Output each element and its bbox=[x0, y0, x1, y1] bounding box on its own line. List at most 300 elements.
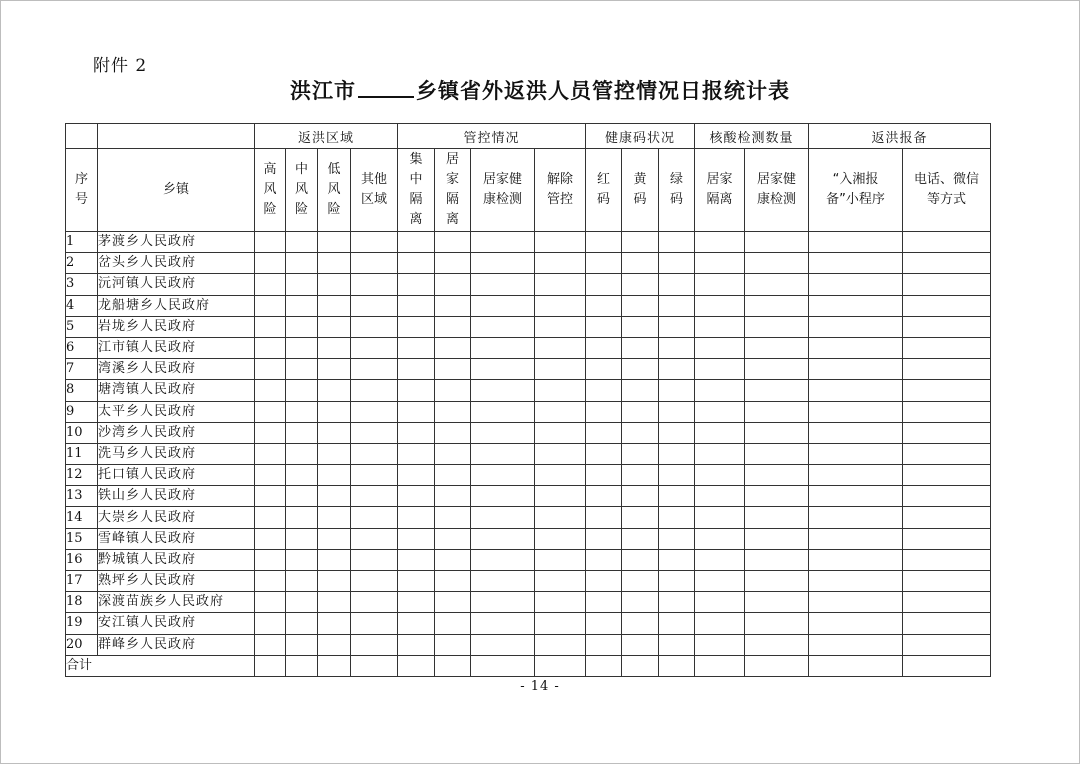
table-cell[interactable] bbox=[286, 507, 318, 528]
table-cell[interactable] bbox=[471, 380, 535, 401]
table-cell[interactable] bbox=[255, 592, 286, 613]
table-cell[interactable] bbox=[286, 528, 318, 549]
table-cell[interactable] bbox=[695, 571, 745, 592]
table-cell[interactable] bbox=[318, 359, 351, 380]
table-cell[interactable] bbox=[659, 274, 695, 295]
table-cell[interactable] bbox=[586, 401, 622, 422]
table-cell[interactable] bbox=[809, 571, 903, 592]
table-cell[interactable] bbox=[255, 380, 286, 401]
table-cell[interactable] bbox=[695, 486, 745, 507]
table-cell[interactable] bbox=[903, 443, 991, 464]
table-cell[interactable] bbox=[435, 528, 471, 549]
table-cell[interactable] bbox=[471, 571, 535, 592]
table-cell[interactable] bbox=[398, 337, 435, 358]
table-cell[interactable] bbox=[255, 571, 286, 592]
table-cell[interactable] bbox=[398, 655, 435, 676]
table-cell[interactable] bbox=[435, 380, 471, 401]
table-cell[interactable] bbox=[318, 613, 351, 634]
table-cell[interactable] bbox=[398, 613, 435, 634]
table-cell[interactable] bbox=[622, 465, 659, 486]
table-cell[interactable] bbox=[535, 486, 586, 507]
table-cell[interactable] bbox=[622, 613, 659, 634]
table-cell[interactable] bbox=[318, 655, 351, 676]
table-cell[interactable] bbox=[351, 486, 398, 507]
table-cell[interactable] bbox=[659, 486, 695, 507]
table-cell[interactable] bbox=[745, 507, 809, 528]
table-cell[interactable] bbox=[903, 274, 991, 295]
table-cell[interactable] bbox=[435, 571, 471, 592]
table-cell[interactable] bbox=[586, 613, 622, 634]
table-cell[interactable] bbox=[586, 316, 622, 337]
table-cell[interactable] bbox=[622, 486, 659, 507]
table-cell[interactable] bbox=[903, 486, 991, 507]
table-cell[interactable] bbox=[659, 613, 695, 634]
table-cell[interactable] bbox=[809, 401, 903, 422]
table-cell[interactable] bbox=[622, 655, 659, 676]
table-cell[interactable] bbox=[535, 571, 586, 592]
table-cell[interactable] bbox=[903, 253, 991, 274]
table-cell[interactable] bbox=[286, 592, 318, 613]
table-cell[interactable] bbox=[745, 401, 809, 422]
table-cell[interactable] bbox=[398, 359, 435, 380]
table-cell[interactable] bbox=[471, 359, 535, 380]
table-cell[interactable] bbox=[435, 507, 471, 528]
table-cell[interactable] bbox=[745, 337, 809, 358]
table-cell[interactable] bbox=[695, 465, 745, 486]
table-cell[interactable] bbox=[286, 316, 318, 337]
table-cell[interactable] bbox=[659, 592, 695, 613]
table-cell[interactable] bbox=[351, 592, 398, 613]
table-cell[interactable] bbox=[471, 486, 535, 507]
table-cell[interactable] bbox=[255, 507, 286, 528]
table-cell[interactable] bbox=[903, 655, 991, 676]
table-cell[interactable] bbox=[695, 337, 745, 358]
table-cell[interactable] bbox=[695, 422, 745, 443]
table-cell[interactable] bbox=[809, 613, 903, 634]
table-cell[interactable] bbox=[809, 592, 903, 613]
table-cell[interactable] bbox=[435, 486, 471, 507]
table-cell[interactable] bbox=[255, 549, 286, 570]
table-cell[interactable] bbox=[586, 465, 622, 486]
table-cell[interactable] bbox=[471, 465, 535, 486]
table-cell[interactable] bbox=[903, 571, 991, 592]
table-cell[interactable] bbox=[398, 486, 435, 507]
table-cell[interactable] bbox=[351, 465, 398, 486]
table-cell[interactable] bbox=[471, 507, 535, 528]
table-cell[interactable] bbox=[318, 507, 351, 528]
table-cell[interactable] bbox=[471, 401, 535, 422]
table-cell[interactable] bbox=[745, 253, 809, 274]
table-cell[interactable] bbox=[351, 401, 398, 422]
table-cell[interactable] bbox=[809, 316, 903, 337]
table-cell[interactable] bbox=[659, 507, 695, 528]
table-cell[interactable] bbox=[695, 549, 745, 570]
table-cell[interactable] bbox=[255, 316, 286, 337]
table-cell[interactable] bbox=[318, 486, 351, 507]
table-cell[interactable] bbox=[286, 443, 318, 464]
table-cell[interactable] bbox=[659, 571, 695, 592]
table-cell[interactable] bbox=[255, 337, 286, 358]
table-cell[interactable] bbox=[535, 592, 586, 613]
table-cell[interactable] bbox=[903, 549, 991, 570]
table-cell[interactable] bbox=[586, 571, 622, 592]
table-cell[interactable] bbox=[351, 443, 398, 464]
table-cell[interactable] bbox=[286, 253, 318, 274]
table-cell[interactable] bbox=[622, 443, 659, 464]
table-cell[interactable] bbox=[351, 274, 398, 295]
table-cell[interactable] bbox=[435, 549, 471, 570]
table-cell[interactable] bbox=[435, 613, 471, 634]
table-cell[interactable] bbox=[535, 295, 586, 316]
table-cell[interactable] bbox=[586, 443, 622, 464]
table-cell[interactable] bbox=[435, 634, 471, 655]
table-cell[interactable] bbox=[255, 422, 286, 443]
table-cell[interactable] bbox=[471, 232, 535, 253]
table-cell[interactable] bbox=[745, 359, 809, 380]
table-cell[interactable] bbox=[745, 316, 809, 337]
table-cell[interactable] bbox=[255, 613, 286, 634]
table-cell[interactable] bbox=[622, 592, 659, 613]
table-cell[interactable] bbox=[398, 443, 435, 464]
table-cell[interactable] bbox=[809, 528, 903, 549]
table-cell[interactable] bbox=[659, 422, 695, 443]
table-cell[interactable] bbox=[351, 380, 398, 401]
table-cell[interactable] bbox=[903, 507, 991, 528]
table-cell[interactable] bbox=[435, 592, 471, 613]
table-cell[interactable] bbox=[695, 401, 745, 422]
table-cell[interactable] bbox=[398, 295, 435, 316]
table-cell[interactable] bbox=[255, 401, 286, 422]
table-cell[interactable] bbox=[535, 465, 586, 486]
table-cell[interactable] bbox=[351, 571, 398, 592]
table-cell[interactable] bbox=[435, 401, 471, 422]
table-cell[interactable] bbox=[471, 337, 535, 358]
table-cell[interactable] bbox=[745, 232, 809, 253]
table-cell[interactable] bbox=[809, 443, 903, 464]
table-cell[interactable] bbox=[351, 634, 398, 655]
table-cell[interactable] bbox=[318, 443, 351, 464]
table-cell[interactable] bbox=[695, 443, 745, 464]
table-cell[interactable] bbox=[586, 655, 622, 676]
table-cell[interactable] bbox=[745, 549, 809, 570]
table-cell[interactable] bbox=[398, 571, 435, 592]
table-cell[interactable] bbox=[535, 316, 586, 337]
table-cell[interactable] bbox=[659, 634, 695, 655]
table-cell[interactable] bbox=[622, 274, 659, 295]
table-cell[interactable] bbox=[622, 380, 659, 401]
table-cell[interactable] bbox=[286, 337, 318, 358]
table-cell[interactable] bbox=[809, 380, 903, 401]
table-cell[interactable] bbox=[809, 359, 903, 380]
table-cell[interactable] bbox=[255, 655, 286, 676]
table-cell[interactable] bbox=[695, 634, 745, 655]
table-cell[interactable] bbox=[255, 274, 286, 295]
table-cell[interactable] bbox=[809, 274, 903, 295]
table-cell[interactable] bbox=[318, 337, 351, 358]
table-cell[interactable] bbox=[318, 295, 351, 316]
table-cell[interactable] bbox=[659, 528, 695, 549]
table-cell[interactable] bbox=[622, 634, 659, 655]
table-cell[interactable] bbox=[535, 380, 586, 401]
table-cell[interactable] bbox=[286, 232, 318, 253]
table-cell[interactable] bbox=[435, 337, 471, 358]
table-cell[interactable] bbox=[255, 232, 286, 253]
table-cell[interactable] bbox=[695, 253, 745, 274]
table-cell[interactable] bbox=[286, 380, 318, 401]
table-cell[interactable] bbox=[586, 337, 622, 358]
table-cell[interactable] bbox=[286, 549, 318, 570]
table-cell[interactable] bbox=[435, 465, 471, 486]
table-cell[interactable] bbox=[622, 422, 659, 443]
table-cell[interactable] bbox=[351, 232, 398, 253]
table-cell[interactable] bbox=[286, 295, 318, 316]
table-cell[interactable] bbox=[695, 613, 745, 634]
table-cell[interactable] bbox=[351, 316, 398, 337]
table-cell[interactable] bbox=[535, 232, 586, 253]
table-cell[interactable] bbox=[903, 592, 991, 613]
table-cell[interactable] bbox=[745, 486, 809, 507]
table-cell[interactable] bbox=[586, 422, 622, 443]
table-cell[interactable] bbox=[622, 571, 659, 592]
table-cell[interactable] bbox=[745, 443, 809, 464]
table-cell[interactable] bbox=[622, 507, 659, 528]
table-cell[interactable] bbox=[695, 592, 745, 613]
table-cell[interactable] bbox=[351, 253, 398, 274]
table-cell[interactable] bbox=[435, 316, 471, 337]
table-cell[interactable] bbox=[659, 295, 695, 316]
table-cell[interactable] bbox=[659, 359, 695, 380]
table-cell[interactable] bbox=[351, 422, 398, 443]
table-cell[interactable] bbox=[318, 274, 351, 295]
table-cell[interactable] bbox=[471, 549, 535, 570]
table-cell[interactable] bbox=[351, 613, 398, 634]
table-cell[interactable] bbox=[586, 507, 622, 528]
table-cell[interactable] bbox=[398, 274, 435, 295]
table-cell[interactable] bbox=[695, 655, 745, 676]
table-cell[interactable] bbox=[535, 422, 586, 443]
table-cell[interactable] bbox=[659, 443, 695, 464]
table-cell[interactable] bbox=[351, 295, 398, 316]
table-cell[interactable] bbox=[903, 380, 991, 401]
table-cell[interactable] bbox=[586, 528, 622, 549]
table-cell[interactable] bbox=[809, 486, 903, 507]
table-cell[interactable] bbox=[318, 232, 351, 253]
table-cell[interactable] bbox=[471, 274, 535, 295]
table-cell[interactable] bbox=[286, 401, 318, 422]
table-cell[interactable] bbox=[903, 422, 991, 443]
table-cell[interactable] bbox=[255, 253, 286, 274]
table-cell[interactable] bbox=[809, 337, 903, 358]
table-cell[interactable] bbox=[903, 337, 991, 358]
table-cell[interactable] bbox=[471, 443, 535, 464]
table-cell[interactable] bbox=[695, 295, 745, 316]
table-cell[interactable] bbox=[318, 253, 351, 274]
table-cell[interactable] bbox=[586, 359, 622, 380]
table-cell[interactable] bbox=[745, 274, 809, 295]
table-cell[interactable] bbox=[622, 359, 659, 380]
table-cell[interactable] bbox=[471, 253, 535, 274]
table-cell[interactable] bbox=[398, 465, 435, 486]
table-cell[interactable] bbox=[318, 465, 351, 486]
table-cell[interactable] bbox=[351, 507, 398, 528]
table-cell[interactable] bbox=[535, 253, 586, 274]
table-cell[interactable] bbox=[535, 443, 586, 464]
table-cell[interactable] bbox=[586, 232, 622, 253]
table-cell[interactable] bbox=[745, 592, 809, 613]
table-cell[interactable] bbox=[318, 422, 351, 443]
table-cell[interactable] bbox=[351, 549, 398, 570]
table-cell[interactable] bbox=[745, 634, 809, 655]
table-cell[interactable] bbox=[286, 613, 318, 634]
table-cell[interactable] bbox=[695, 316, 745, 337]
table-cell[interactable] bbox=[586, 253, 622, 274]
table-cell[interactable] bbox=[809, 507, 903, 528]
table-cell[interactable] bbox=[318, 592, 351, 613]
table-cell[interactable] bbox=[351, 359, 398, 380]
table-cell[interactable] bbox=[318, 549, 351, 570]
table-cell[interactable] bbox=[318, 401, 351, 422]
table-cell[interactable] bbox=[471, 655, 535, 676]
table-cell[interactable] bbox=[586, 592, 622, 613]
table-cell[interactable] bbox=[286, 571, 318, 592]
table-cell[interactable] bbox=[809, 253, 903, 274]
table-cell[interactable] bbox=[398, 316, 435, 337]
table-cell[interactable] bbox=[622, 401, 659, 422]
table-cell[interactable] bbox=[435, 253, 471, 274]
table-cell[interactable] bbox=[435, 422, 471, 443]
table-cell[interactable] bbox=[659, 655, 695, 676]
table-cell[interactable] bbox=[286, 359, 318, 380]
table-cell[interactable] bbox=[286, 655, 318, 676]
table-cell[interactable] bbox=[318, 634, 351, 655]
table-cell[interactable] bbox=[471, 634, 535, 655]
table-cell[interactable] bbox=[622, 337, 659, 358]
table-cell[interactable] bbox=[351, 528, 398, 549]
table-cell[interactable] bbox=[695, 359, 745, 380]
table-cell[interactable] bbox=[471, 316, 535, 337]
table-cell[interactable] bbox=[471, 528, 535, 549]
table-cell[interactable] bbox=[695, 528, 745, 549]
table-cell[interactable] bbox=[435, 443, 471, 464]
table-cell[interactable] bbox=[398, 422, 435, 443]
table-cell[interactable] bbox=[659, 337, 695, 358]
table-cell[interactable] bbox=[622, 316, 659, 337]
table-cell[interactable] bbox=[351, 655, 398, 676]
table-cell[interactable] bbox=[659, 401, 695, 422]
table-cell[interactable] bbox=[435, 232, 471, 253]
table-cell[interactable] bbox=[435, 655, 471, 676]
table-cell[interactable] bbox=[255, 359, 286, 380]
table-cell[interactable] bbox=[745, 380, 809, 401]
table-cell[interactable] bbox=[535, 337, 586, 358]
table-cell[interactable] bbox=[809, 465, 903, 486]
table-cell[interactable] bbox=[398, 380, 435, 401]
table-cell[interactable] bbox=[535, 528, 586, 549]
table-cell[interactable] bbox=[398, 528, 435, 549]
table-cell[interactable] bbox=[398, 549, 435, 570]
table-cell[interactable] bbox=[586, 549, 622, 570]
table-cell[interactable] bbox=[659, 549, 695, 570]
table-cell[interactable] bbox=[903, 232, 991, 253]
table-cell[interactable] bbox=[809, 655, 903, 676]
table-cell[interactable] bbox=[659, 253, 695, 274]
table-cell[interactable] bbox=[255, 295, 286, 316]
table-cell[interactable] bbox=[535, 274, 586, 295]
table-cell[interactable] bbox=[535, 359, 586, 380]
table-cell[interactable] bbox=[659, 316, 695, 337]
table-cell[interactable] bbox=[809, 295, 903, 316]
table-cell[interactable] bbox=[745, 422, 809, 443]
table-cell[interactable] bbox=[659, 232, 695, 253]
table-cell[interactable] bbox=[471, 422, 535, 443]
table-cell[interactable] bbox=[622, 232, 659, 253]
table-cell[interactable] bbox=[586, 380, 622, 401]
table-cell[interactable] bbox=[435, 274, 471, 295]
table-cell[interactable] bbox=[435, 359, 471, 380]
table-cell[interactable] bbox=[903, 634, 991, 655]
table-cell[interactable] bbox=[695, 232, 745, 253]
table-cell[interactable] bbox=[622, 528, 659, 549]
table-cell[interactable] bbox=[695, 274, 745, 295]
table-cell[interactable] bbox=[903, 465, 991, 486]
table-cell[interactable] bbox=[535, 507, 586, 528]
table-cell[interactable] bbox=[398, 253, 435, 274]
table-cell[interactable] bbox=[695, 507, 745, 528]
table-cell[interactable] bbox=[535, 549, 586, 570]
table-cell[interactable] bbox=[286, 274, 318, 295]
table-cell[interactable] bbox=[622, 295, 659, 316]
table-cell[interactable] bbox=[255, 486, 286, 507]
table-cell[interactable] bbox=[398, 592, 435, 613]
table-cell[interactable] bbox=[286, 422, 318, 443]
table-cell[interactable] bbox=[255, 465, 286, 486]
table-cell[interactable] bbox=[586, 274, 622, 295]
table-cell[interactable] bbox=[535, 401, 586, 422]
table-cell[interactable] bbox=[903, 528, 991, 549]
table-cell[interactable] bbox=[745, 528, 809, 549]
table-cell[interactable] bbox=[903, 613, 991, 634]
table-cell[interactable] bbox=[745, 613, 809, 634]
table-cell[interactable] bbox=[659, 380, 695, 401]
table-cell[interactable] bbox=[535, 655, 586, 676]
table-cell[interactable] bbox=[255, 528, 286, 549]
table-cell[interactable] bbox=[745, 655, 809, 676]
table-cell[interactable] bbox=[622, 549, 659, 570]
table-cell[interactable] bbox=[745, 465, 809, 486]
table-cell[interactable] bbox=[586, 295, 622, 316]
table-cell[interactable] bbox=[809, 422, 903, 443]
table-cell[interactable] bbox=[255, 634, 286, 655]
table-cell[interactable] bbox=[903, 359, 991, 380]
table-cell[interactable] bbox=[471, 295, 535, 316]
table-cell[interactable] bbox=[351, 337, 398, 358]
table-cell[interactable] bbox=[398, 232, 435, 253]
table-cell[interactable] bbox=[745, 295, 809, 316]
table-cell[interactable] bbox=[622, 253, 659, 274]
table-cell[interactable] bbox=[586, 634, 622, 655]
table-cell[interactable] bbox=[745, 571, 809, 592]
table-cell[interactable] bbox=[286, 486, 318, 507]
table-cell[interactable] bbox=[255, 443, 286, 464]
table-cell[interactable] bbox=[903, 401, 991, 422]
table-cell[interactable] bbox=[435, 295, 471, 316]
table-cell[interactable] bbox=[903, 295, 991, 316]
table-cell[interactable] bbox=[695, 380, 745, 401]
table-cell[interactable] bbox=[318, 316, 351, 337]
table-cell[interactable] bbox=[398, 401, 435, 422]
table-cell[interactable] bbox=[809, 232, 903, 253]
table-cell[interactable] bbox=[809, 634, 903, 655]
